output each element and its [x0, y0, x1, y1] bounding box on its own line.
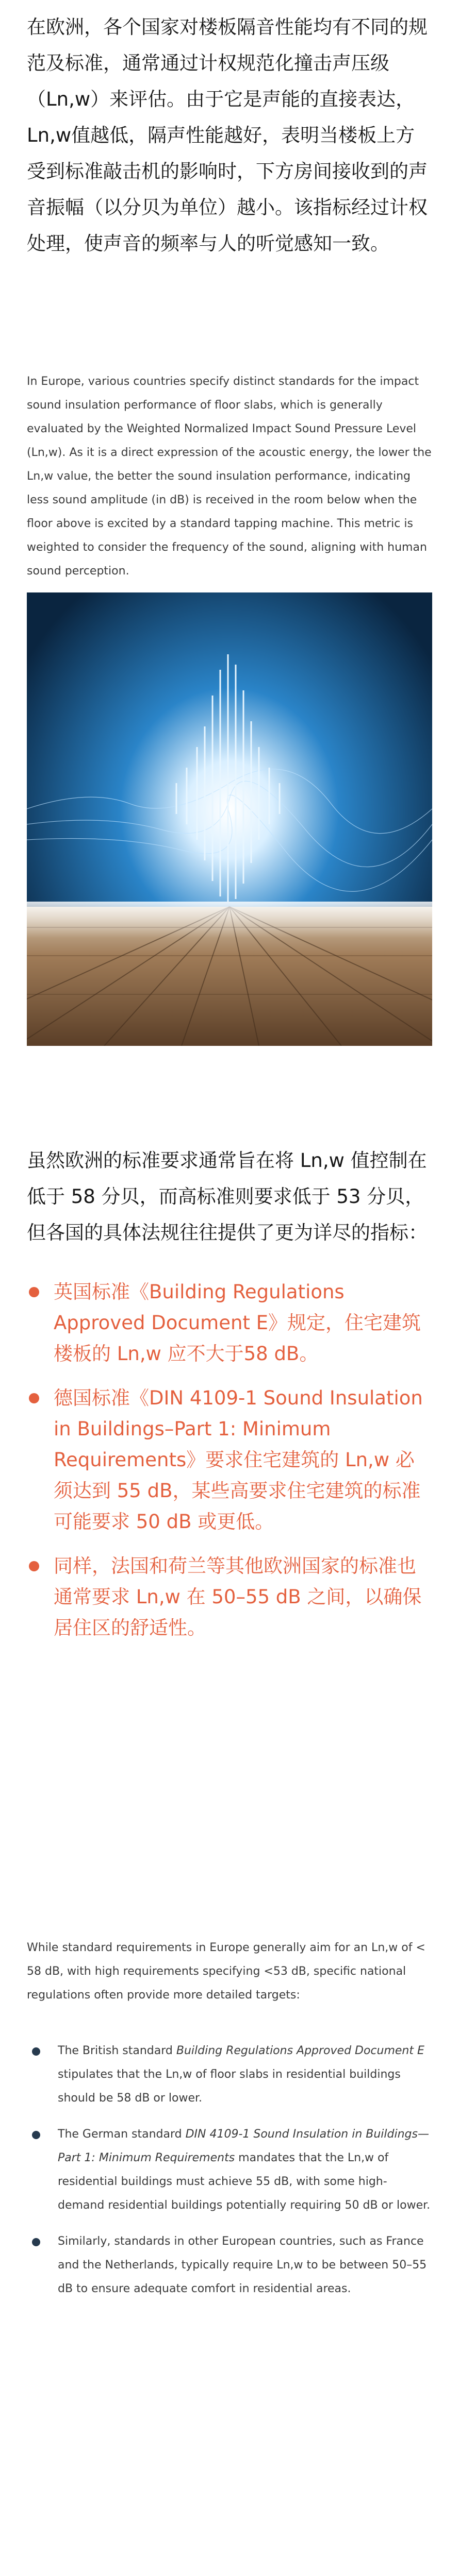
bullet-dot-icon: [29, 1561, 39, 1571]
list-item-post: mandates that the Ln,w of residential buildings must achieve 55 dB, with some high-demand residential buildings potentially requiring 50 dB or lower.: [58, 2151, 431, 2212]
standard-title: DIN 4109-1 Sound Insulation in Buildings—Part 1: Minimum Requirements: [58, 2128, 429, 2164]
requirements-list-cn: [27, 1277, 432, 1643]
bullet-dot-icon: [32, 2131, 40, 2139]
requirements-list-en: [27, 2039, 432, 2301]
list-item-text: 英国标准《Building Regulations Approved Document E》规定，住宅建筑楼板的 Ln,w 应不大于58 dB。: [54, 1281, 421, 1365]
sound-wave-over-wood-floor-image: [27, 592, 432, 1046]
list-item-pre: The German standard: [58, 2128, 186, 2141]
list-item-text: 同样，法国和荷兰等其他欧洲国家的标准也通常要求 Ln,w 在 50–55 dB 之间，以确保居住区的舒适性。: [54, 1555, 422, 1639]
summary-paragraph-en: While standard requirements in Europe generally aim for an Ln,w of < 58 dB, with high requirements specifying <53 dB, specific national regulations often provide more detailed targets:: [27, 1941, 425, 2002]
list-item: [27, 1383, 432, 1537]
list-item-post: stipulates that the Ln,w of floor slabs in residential buildings should be 58 dB or lower.: [58, 2068, 401, 2105]
list-item: [27, 2230, 432, 2301]
list-item: [27, 2039, 432, 2110]
intro-paragraph-cn: 在欧洲，各个国家对楼板隔音性能均有不同的规范及标准，通常通过计权规范化撞击声压级（Ln,w）来评估。由于它是声能的直接表达，Ln,w值越低，隔声性能越好，表明当楼板上方受到标准敲击机的影响时，下方房间接收到的声音振幅（以分贝为单位）越小。该指标经过计权处理，使声音的频率与人的听觉感知一致。: [27, 16, 428, 255]
bullet-dot-icon: [32, 2238, 40, 2246]
intro-paragraph-en: In Europe, various countries specify distinct standards for the impact sound insulation performance of floor slabs, which is generally evaluated by the Weighted Normalized Impact Sound Pressure Level (Ln,w). As it is a direct expression of the acoustic energy, the lower the Ln,w value, the better the sound insulation performance, indicating less sound amplitude (in dB) is received in the room below when the floor above is excited by a standard tapping machine. This metric is weighted to consider the frequency of the sound, aligning with human sound perception.: [27, 375, 432, 578]
bullet-dot-icon: [29, 1393, 39, 1403]
bullet-dot-icon: [32, 2047, 40, 2056]
list-item: [27, 1551, 432, 1643]
list-item: [27, 2123, 432, 2217]
list-item: [27, 1277, 432, 1369]
standard-title: Building Regulations Approved Document E: [176, 2044, 424, 2057]
list-item-text: 德国标准《DIN 4109-1 Sound Insulation in Buildings–Part 1: Minimum Requirements》要求住宅建筑的 Ln,w 必须达到 55 dB，某些高要求住宅建筑的标准可能要求 50 dB 或更低。: [54, 1387, 423, 1533]
summary-paragraph-cn: 虽然欧洲的标准要求通常旨在将 Ln,w 值控制在低于 58 分贝，而高标准则要求低于 53 分贝，但各国的具体法规往往提供了更为详尽的指标：: [27, 1149, 428, 1244]
list-item-pre: The British standard: [58, 2044, 176, 2057]
list-item-text: Similarly, standards in other European countries, such as France and the Netherlands, typically require Ln,w to be between 50–55 dB to ensure adequate comfort in residential areas.: [58, 2235, 427, 2295]
bullet-dot-icon: [29, 1287, 39, 1297]
